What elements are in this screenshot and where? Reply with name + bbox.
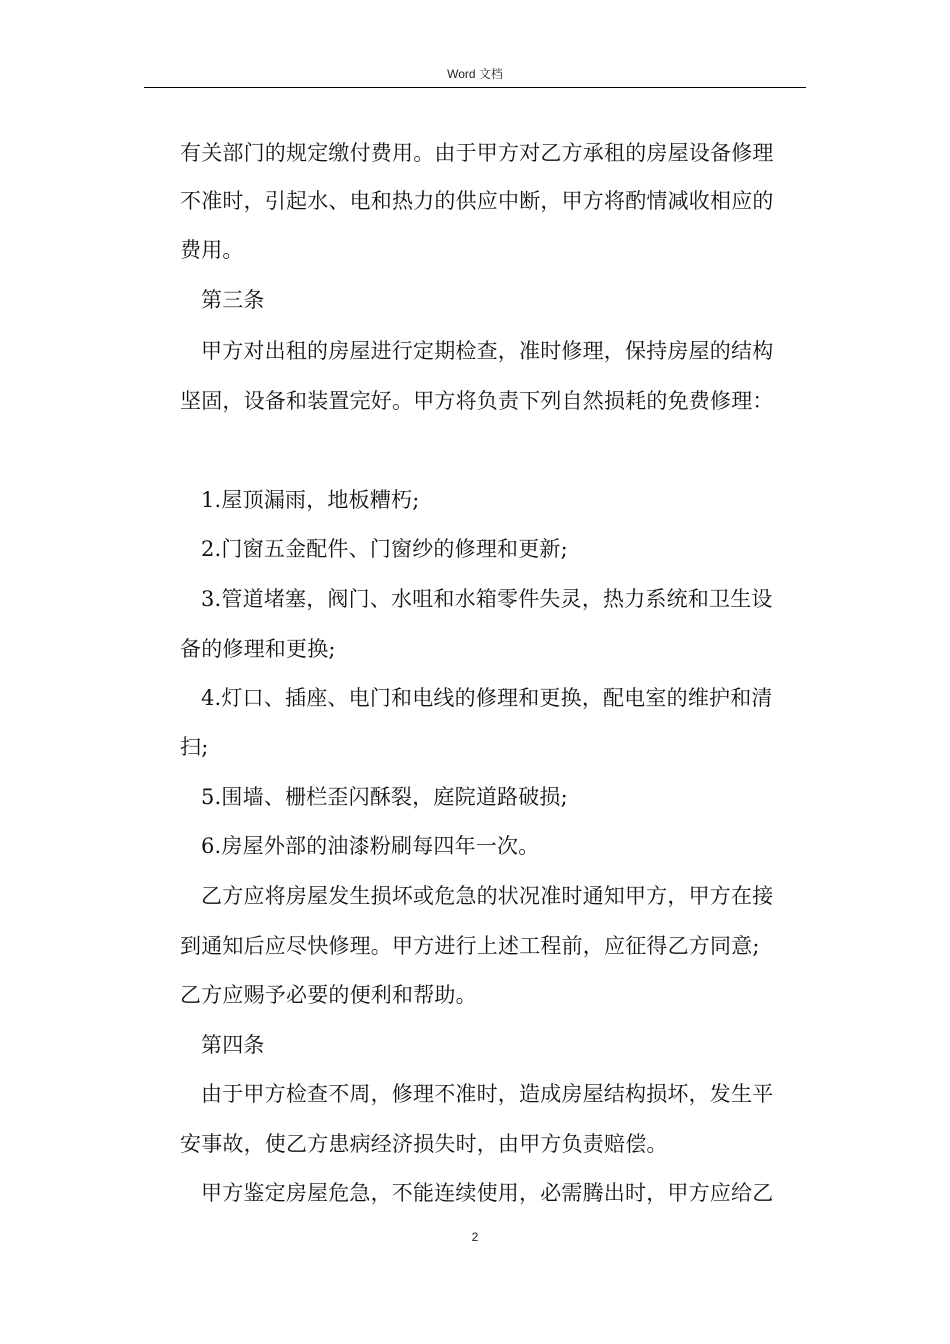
body-line: 乙方应赐予必要的便利和帮助。 [180, 983, 477, 1007]
body-line: 到通知后应尽快修理。甲方进行上述工程前，应征得乙方同意; [180, 934, 760, 958]
body-line: 坚固，设备和装置完好。甲方将负责下列自然损耗的免费修理： [180, 389, 774, 413]
list-item: 1.屋顶漏雨，地板糟朽; [201, 488, 420, 512]
list-item: 3.管道堵塞，阀门、水咀和水箱零件失灵，热力系统和卫生设 [201, 587, 773, 611]
article-heading: 第三条 [201, 288, 265, 312]
body-line: 费用。 [180, 238, 244, 262]
list-item: 5.围墙、栅栏歪闪酥裂，庭院道路破损; [201, 785, 568, 809]
page-header-title: Word 文档 [447, 67, 503, 81]
body-line: 不准时，引起水、电和热力的供应中断，甲方将酌情减收相应的 [180, 189, 774, 213]
list-item: 4.灯口、插座、电门和电线的修理和更换，配电室的维护和清 [201, 686, 773, 710]
list-item-continuation: 备的修理和更换; [180, 637, 336, 661]
article-heading: 第四条 [201, 1033, 265, 1057]
body-line: 有关部门的规定缴付费用。由于甲方对乙方承租的房屋设备修理 [180, 141, 774, 165]
list-item-continuation: 扫; [180, 735, 209, 759]
page-number: 2 [471, 1230, 479, 1244]
body-line: 由于甲方检查不周，修理不准时，造成房屋结构损坏，发生平 [201, 1082, 774, 1106]
list-item: 6.房屋外部的油漆粉刷每四年一次。 [201, 834, 540, 858]
body-line: 安事故，使乙方患病经济损失时，由甲方负责赔偿。 [180, 1132, 668, 1156]
list-item: 2.门窗五金配件、门窗纱的修理和更新; [201, 537, 568, 561]
body-line: 乙方应将房屋发生损坏或危急的状况准时通知甲方，甲方在接 [201, 884, 774, 908]
body-line: 甲方对出租的房屋进行定期检查，准时修理，保持房屋的结构 [201, 339, 774, 363]
body-line: 甲方鉴定房屋危急，不能连续使用，必需腾出时，甲方应给乙 [201, 1181, 774, 1205]
